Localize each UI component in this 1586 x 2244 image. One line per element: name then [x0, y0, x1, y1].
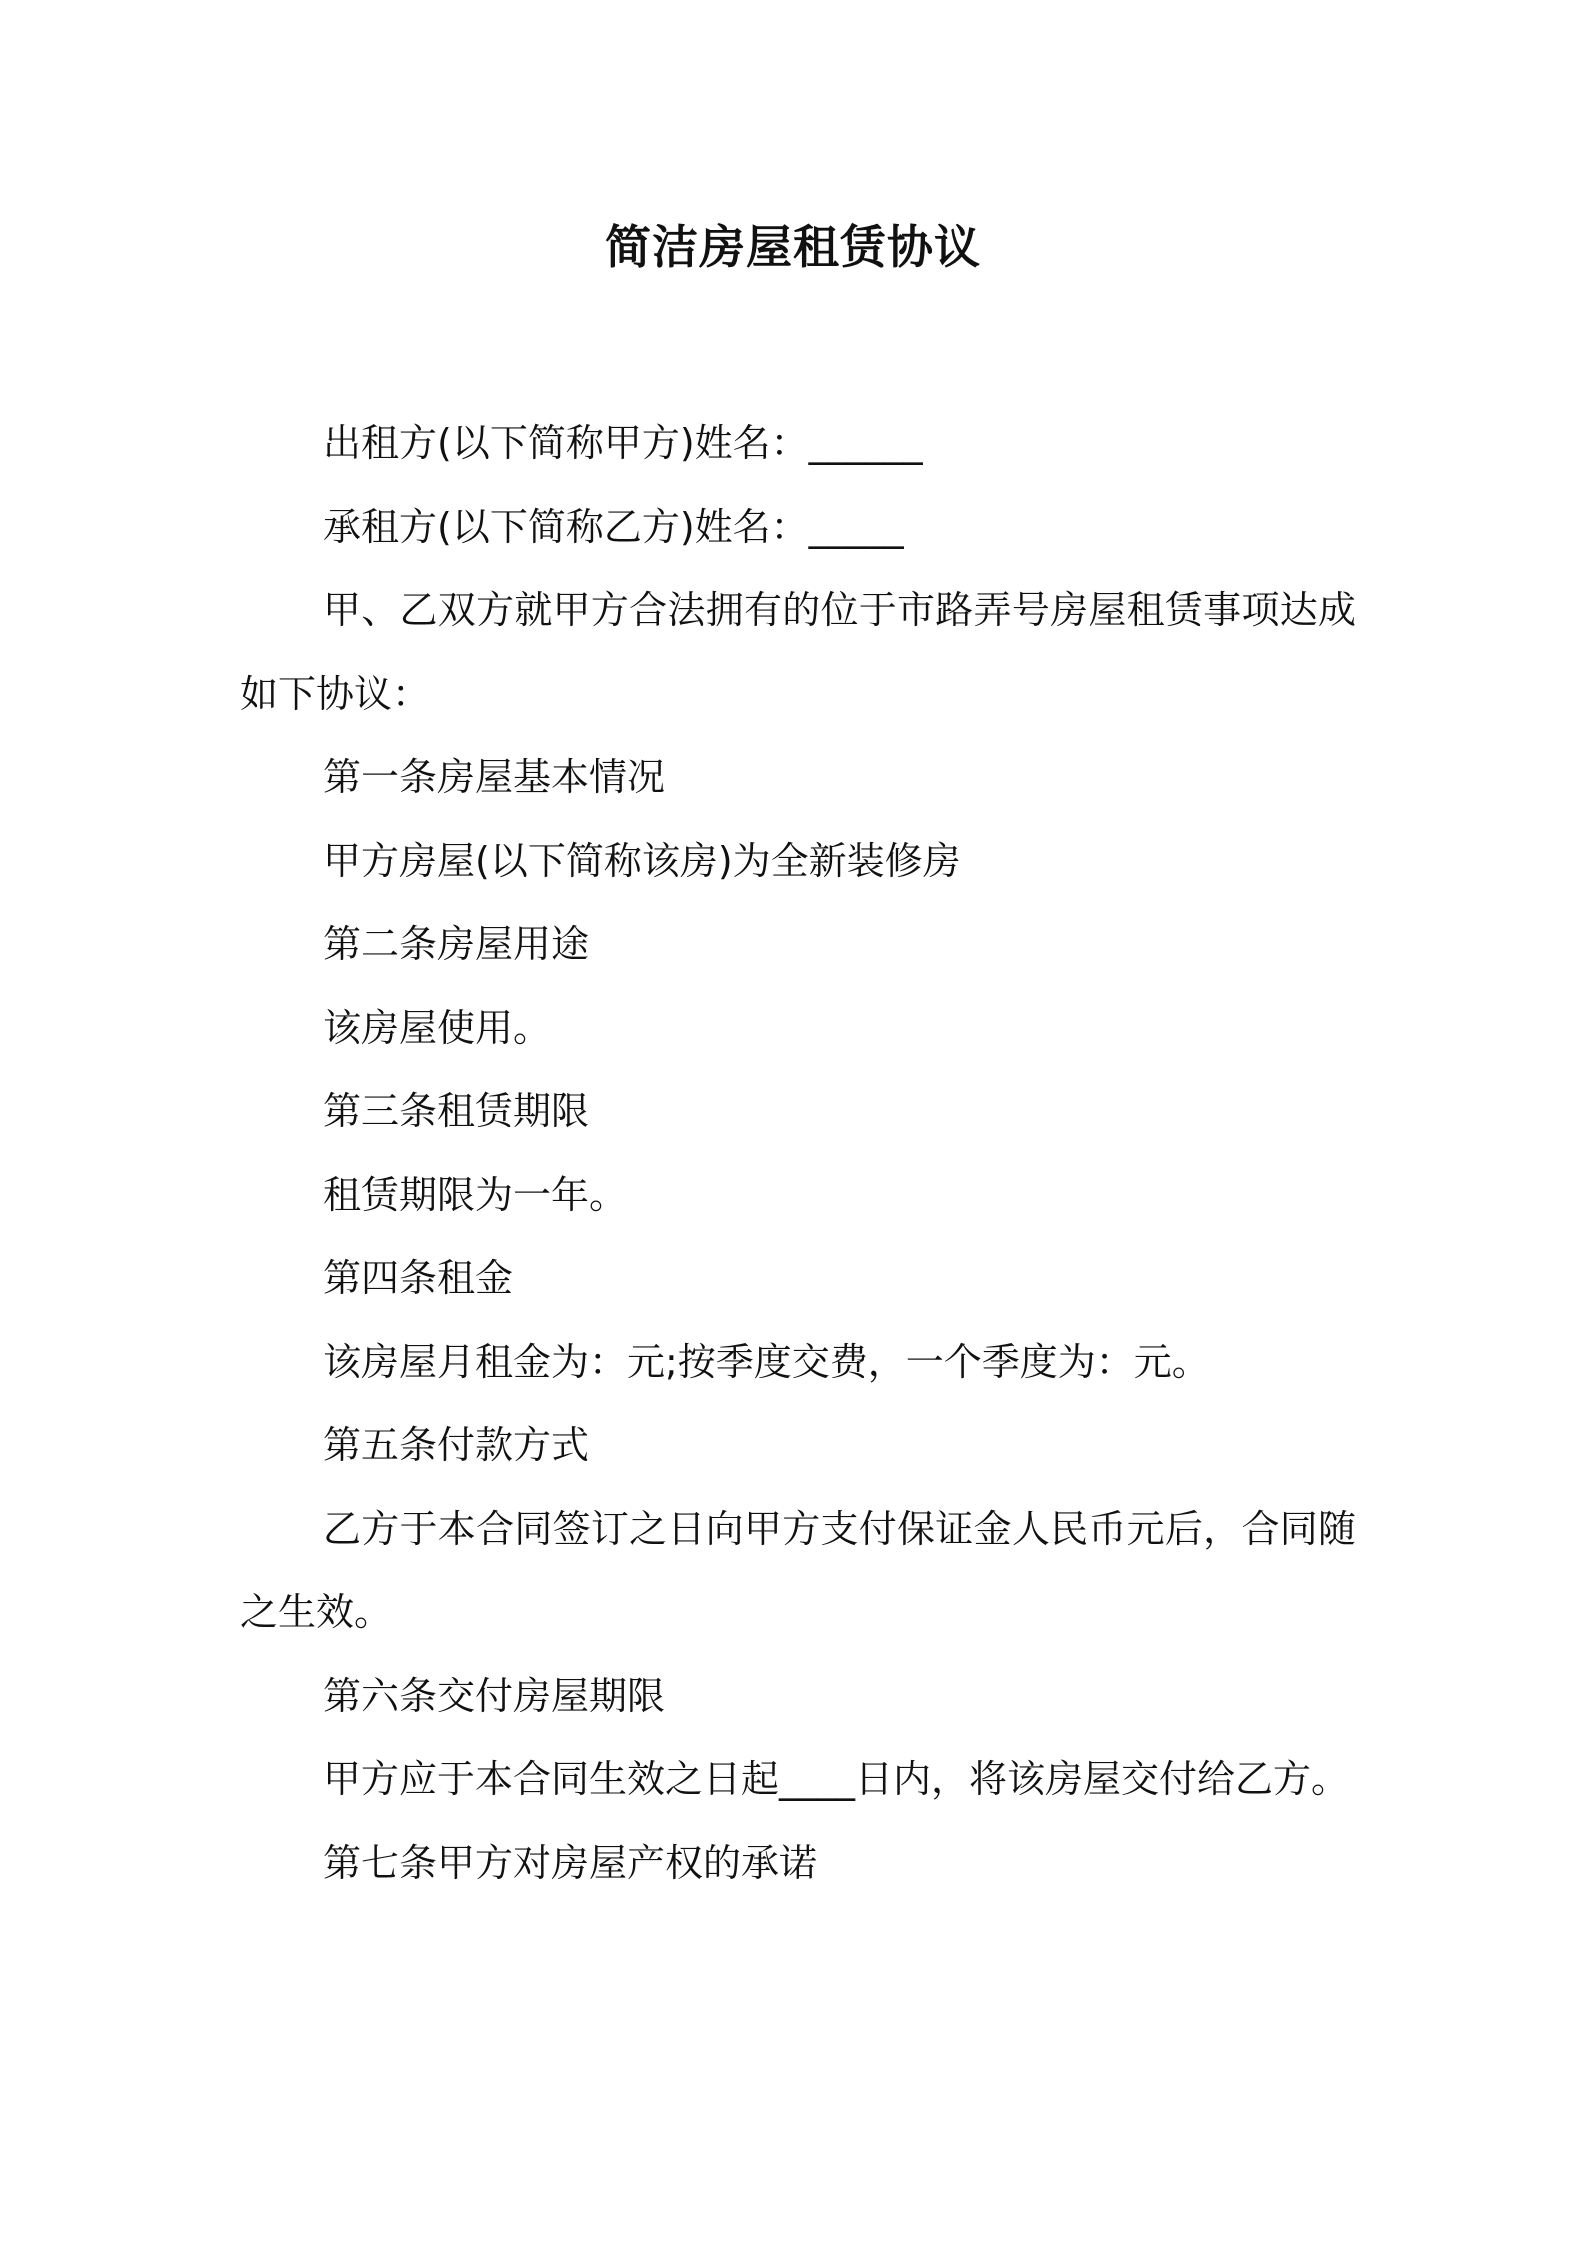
- lessee-name-line: 承租方(以下简称乙方)姓名：_____: [323, 504, 904, 549]
- agreement-preamble: 甲、乙双方就甲方合法拥有的位于市路弄号房屋租赁事项达成如下协议：: [240, 588, 1356, 716]
- article-3-heading: 第三条租赁期限: [323, 1089, 590, 1133]
- article-3-text: 租赁期限为一年。: [323, 1172, 628, 1217]
- lessor-name-line: 出租方(以下简称甲方)姓名：______: [323, 421, 923, 465]
- article-5-text: 乙方于本合同签订之日向甲方支付保证金人民币元后，合同随之生效。: [240, 1506, 1356, 1634]
- article-4-heading: 第四条租金: [323, 1256, 514, 1300]
- article-1-text: 甲方房屋(以下简称该房)为全新装修房: [323, 838, 961, 883]
- article-6-heading: 第六条交付房屋期限: [323, 1673, 666, 1718]
- article-1-heading: 第一条房屋基本情况: [323, 755, 666, 799]
- article-2-text: 该房屋使用。: [323, 1005, 552, 1050]
- article-2-heading: 第二条房屋用途: [323, 922, 590, 966]
- article-4-text: 该房屋月租金为：元;按季度交费，一个季度为：元。: [323, 1339, 1210, 1384]
- document-body: [240, 402, 1356, 1905]
- article-7-heading: 第七条甲方对房屋产权的承诺: [323, 1840, 818, 1885]
- document-title: 简洁房屋租赁协议: [605, 220, 981, 274]
- article-5-heading: 第五条付款方式: [323, 1423, 590, 1467]
- article-6-text: 甲方应于本合同生效之日起____日内，将该房屋交付给乙方。: [323, 1757, 1350, 1801]
